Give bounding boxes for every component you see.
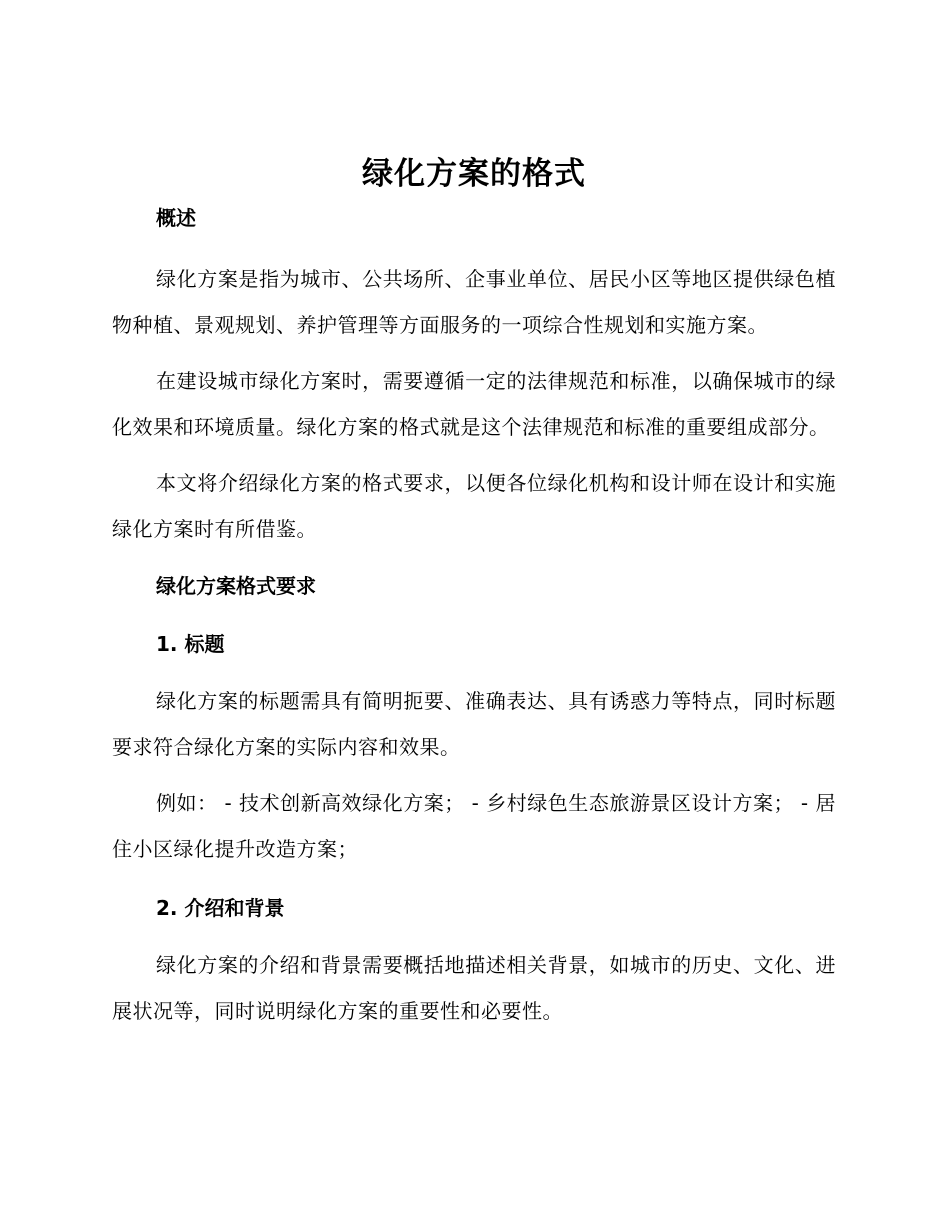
title-section-heading: 1. 标题	[156, 632, 225, 656]
intro-section-heading: 2. 介绍和背景	[156, 896, 285, 920]
document-title: 绿化方案的格式	[362, 156, 586, 192]
requirements-heading: 绿化方案格式要求	[156, 574, 316, 598]
intro-section-paragraph: 绿化方案的介绍和背景需要概括地描述相关背景，如城市的历史、文化、进展状况等，同时说明绿化方案的重要性和必要性。	[112, 953, 836, 1023]
overview-paragraph: 绿化方案是指为城市、公共场所、企事业单位、居民小区等地区提供绿色植物种植、景观规划、养护管理等方面服务的一项综合性规划和实施方案。	[112, 267, 836, 337]
title-examples-paragraph: 例如： - 技术创新高效绿化方案； - 乡村绿色生态旅游景区设计方案； - 居住小区绿化提升改造方案；	[112, 791, 836, 861]
overview-paragraph: 本文将介绍绿化方案的格式要求，以便各位绿化机构和设计师在设计和实施绿化方案时有所借鉴。	[112, 471, 836, 541]
document-page	[112, 148, 836, 1034]
overview-heading: 概述	[156, 206, 196, 230]
overview-paragraph: 在建设城市绿化方案时，需要遵循一定的法律规范和标准，以确保城市的绿化效果和环境质量。绿化方案的格式就是这个法律规范和标准的重要组成部分。	[112, 369, 836, 439]
title-section-paragraph: 绿化方案的标题需具有简明扼要、准确表达、具有诱惑力等特点，同时标题要求符合绿化方案的实际内容和效果。	[112, 689, 836, 759]
